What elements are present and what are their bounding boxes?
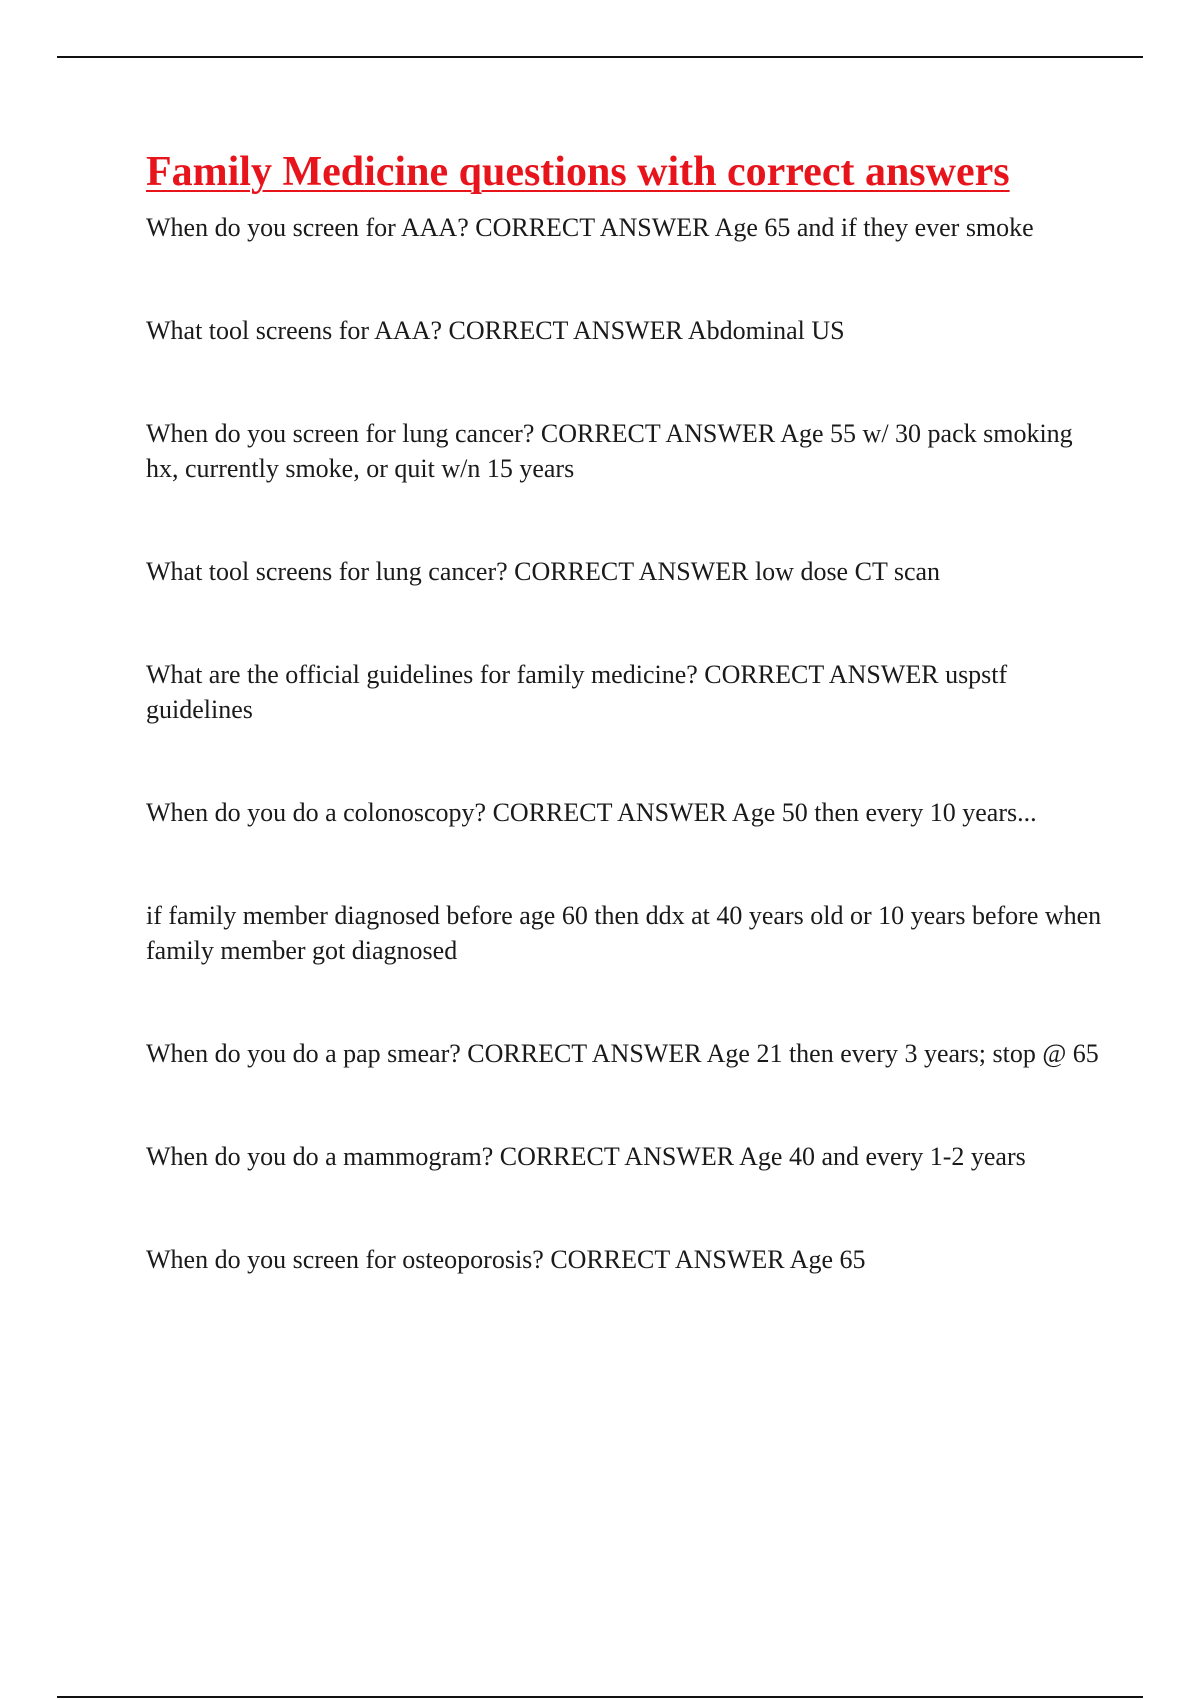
bottom-rule [57, 1696, 1143, 1698]
qa-item-lung-cancer-tool: What tool screens for lung cancer? CORRECT ANSWER low dose CT scan [146, 557, 941, 586]
qa-item-aaa-tool: What tool screens for AAA? CORRECT ANSWER Abdominal US [146, 316, 845, 345]
qa-list [146, 210, 1106, 1277]
document-title: Family Medicine questions with correct answers [146, 149, 1010, 195]
qa-item-osteoporosis: When do you screen for osteoporosis? CORRECT ANSWER Age 65 [146, 1245, 866, 1274]
qa-item-colonoscopy: When do you do a colonoscopy? CORRECT ANSWER Age 50 then every 10 years... [146, 798, 1037, 827]
document-body [146, 146, 1106, 1345]
qa-item-pap-smear: When do you do a pap smear? CORRECT ANSWER Age 21 then every 3 years; stop @ 65 [146, 1039, 1099, 1068]
qa-item-family-history-note: if family member diagnosed before age 60 then ddx at 40 years old or 10 years before when family member got diagnosed [146, 901, 1102, 965]
qa-item-aaa-screening: When do you screen for AAA? CORRECT ANSWER Age 65 and if they ever smoke [146, 213, 1034, 242]
top-rule [57, 56, 1143, 58]
qa-item-lung-cancer-screening: When do you screen for lung cancer? CORRECT ANSWER Age 55 w/ 30 pack smoking hx, currently smoke, or quit w/n 15 years [146, 419, 1073, 483]
qa-item-official-guidelines: What are the official guidelines for family medicine? CORRECT ANSWER uspstf guidelines [146, 660, 1008, 724]
qa-item-mammogram: When do you do a mammogram? CORRECT ANSWER Age 40 and every 1-2 years [146, 1142, 1026, 1171]
